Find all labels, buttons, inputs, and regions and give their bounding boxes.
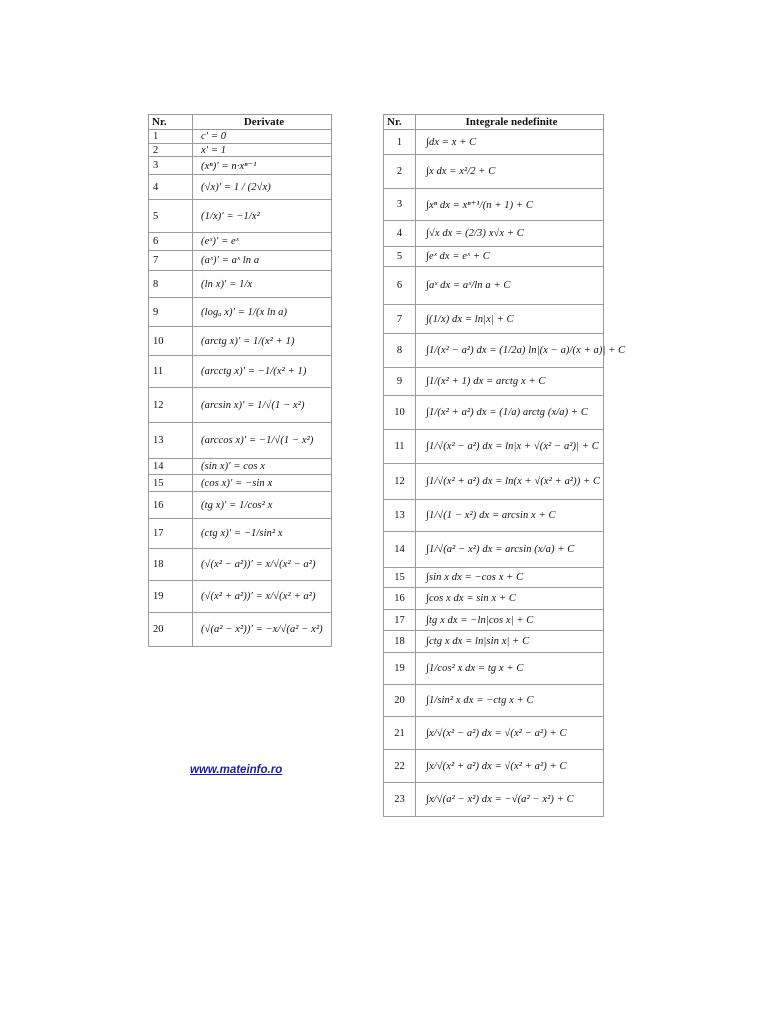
integral-row-number: 23 xyxy=(384,783,416,817)
derivative-formula: (ln x)′ = 1/x xyxy=(193,271,332,298)
integral-formula: ∫(1/x) dx = ln|x| + C xyxy=(416,305,604,334)
derivative-formula: (eˣ)′ = eˣ xyxy=(193,233,332,251)
integral-formula: ∫1/cos² x dx = tg x + C xyxy=(416,653,604,685)
derivative-formula: (arccos x)′ = −1/√(1 − x²) xyxy=(193,423,332,459)
integral-row xyxy=(384,610,604,631)
derivative-formula: (√(x² + a²))′ = x/√(x² + a²) xyxy=(193,581,332,613)
derivative-row xyxy=(149,298,332,327)
integral-row-number: 14 xyxy=(384,532,416,568)
integral-row xyxy=(384,685,604,717)
integral-row xyxy=(384,500,604,532)
derivative-row-number: 19 xyxy=(149,581,193,613)
integral-formula: ∫x/√(a² − x²) dx = −√(a² − x²) + C xyxy=(416,783,604,817)
integral-row-number: 6 xyxy=(384,267,416,305)
derivative-row-number: 11 xyxy=(149,356,193,388)
derivative-formula: (aˣ)′ = aˣ ln a xyxy=(193,251,332,271)
integral-row xyxy=(384,653,604,685)
derivative-row xyxy=(149,459,332,475)
derivative-formula: (√(a² − x²))′ = −x/√(a² − x²) xyxy=(193,613,332,647)
integral-row-number: 1 xyxy=(384,130,416,155)
derivative-row-number: 17 xyxy=(149,519,193,549)
derivatives-table xyxy=(148,114,332,647)
integral-row-number: 15 xyxy=(384,568,416,588)
derivative-formula: (√x)′ = 1 / (2√x) xyxy=(193,175,332,200)
derivative-row-number: 1 xyxy=(149,130,193,144)
integral-row xyxy=(384,130,604,155)
integrals-body xyxy=(384,130,626,817)
derivative-formula: (arcsin x)′ = 1/√(1 − x²) xyxy=(193,388,332,423)
derivative-formula: (tg x)′ = 1/cos² x xyxy=(193,492,332,519)
derivative-formula: (logₐ x)′ = 1/(x ln a) xyxy=(193,298,332,327)
integral-formula: ∫x/√(x² − a²) dx = √(x² − a²) + C xyxy=(416,717,604,750)
derivative-row xyxy=(149,423,332,459)
integral-row xyxy=(384,334,604,368)
integral-row-number: 10 xyxy=(384,396,416,430)
derivative-row-number: 13 xyxy=(149,423,193,459)
derivative-row xyxy=(149,356,332,388)
integral-row xyxy=(384,717,604,750)
derivative-formula: (xⁿ)′ = n·xⁿ⁻¹ xyxy=(193,157,332,175)
derivative-formula: (√(x² − a²))′ = x/√(x² − a²) xyxy=(193,549,332,581)
integral-row-number: 21 xyxy=(384,717,416,750)
integrals-table xyxy=(383,114,626,817)
integral-row xyxy=(384,631,604,653)
integral-formula: ∫aˣ dx = aˣ/ln a + C xyxy=(416,267,604,305)
derivative-row xyxy=(149,613,332,647)
derivative-row xyxy=(149,175,332,200)
integral-formula: ∫tg x dx = −ln|cos x| + C xyxy=(416,610,604,631)
integral-row xyxy=(384,189,604,221)
derivative-row-number: 5 xyxy=(149,200,193,233)
derivative-row-number: 20 xyxy=(149,613,193,647)
derivative-row xyxy=(149,519,332,549)
integral-formula: ∫ctg x dx = ln|sin x| + C xyxy=(416,631,604,653)
integral-row xyxy=(384,568,604,588)
integral-row-number: 18 xyxy=(384,631,416,653)
derivative-row-number: 2 xyxy=(149,144,193,157)
integral-row xyxy=(384,396,604,430)
integral-row xyxy=(384,532,604,568)
derivative-formula: (arctg x)′ = 1/(x² + 1) xyxy=(193,327,332,356)
derivatives-header-row xyxy=(149,115,332,130)
derivative-row-number: 14 xyxy=(149,459,193,475)
integral-formula: ∫x/√(x² + a²) dx = √(x² + a²) + C xyxy=(416,750,604,783)
integral-row xyxy=(384,305,604,334)
integral-formula: ∫1/√(x² − a²) dx = ln|x + √(x² − a²)| + C xyxy=(416,430,604,464)
integral-row xyxy=(384,750,604,783)
integral-formula: ∫xⁿ dx = xⁿ⁺¹/(n + 1) + C xyxy=(416,189,604,221)
derivative-row xyxy=(149,492,332,519)
integral-row xyxy=(384,368,604,396)
integral-row xyxy=(384,247,604,267)
derivative-row-number: 4 xyxy=(149,175,193,200)
derivative-row-number: 10 xyxy=(149,327,193,356)
integral-row-number: 22 xyxy=(384,750,416,783)
derivative-row xyxy=(149,475,332,492)
integral-formula: ∫√x dx = (2/3) x√x + C xyxy=(416,221,604,247)
derivative-formula: c′ = 0 xyxy=(193,130,332,144)
derivative-row xyxy=(149,157,332,175)
integral-formula: ∫dx = x + C xyxy=(416,130,604,155)
derivative-formula: (sin x)′ = cos x xyxy=(193,459,332,475)
integral-row-number: 4 xyxy=(384,221,416,247)
integral-row-number: 16 xyxy=(384,588,416,610)
integral-row xyxy=(384,783,604,817)
integral-row-number: 3 xyxy=(384,189,416,221)
integral-formula: ∫x dx = x²/2 + C xyxy=(416,155,604,189)
derivatives-header-nr: Nr. xyxy=(149,115,193,130)
derivative-row-number: 8 xyxy=(149,271,193,298)
integral-row-number: 12 xyxy=(384,464,416,500)
integral-row-number: 19 xyxy=(384,653,416,685)
derivative-formula: (cos x)′ = −sin x xyxy=(193,475,332,492)
integral-row-number: 2 xyxy=(384,155,416,189)
derivatives-body xyxy=(149,130,332,647)
derivative-row xyxy=(149,233,332,251)
integral-row-number: 13 xyxy=(384,500,416,532)
integral-row xyxy=(384,221,604,247)
derivative-row-number: 7 xyxy=(149,251,193,271)
integral-row xyxy=(384,588,604,610)
derivatives-header-title: Derivate xyxy=(193,115,332,130)
integral-formula: ∫eˣ dx = eˣ + C xyxy=(416,247,604,267)
derivative-formula: (arcctg x)′ = −1/(x² + 1) xyxy=(193,356,332,388)
derivative-row-number: 12 xyxy=(149,388,193,423)
integral-formula: ∫1/(x² + a²) dx = (1/a) arctg (x/a) + C xyxy=(416,396,604,430)
integral-row-number: 9 xyxy=(384,368,416,396)
derivative-row xyxy=(149,581,332,613)
derivative-row-number: 6 xyxy=(149,233,193,251)
integral-row xyxy=(384,155,604,189)
derivative-row-number: 18 xyxy=(149,549,193,581)
integral-formula: ∫sin x dx = −cos x + C xyxy=(416,568,604,588)
derivative-row xyxy=(149,327,332,356)
integral-row-number: 8 xyxy=(384,334,416,368)
integral-formula: ∫1/sin² x dx = −ctg x + C xyxy=(416,685,604,717)
derivative-row xyxy=(149,144,332,157)
derivative-row-number: 16 xyxy=(149,492,193,519)
derivative-row xyxy=(149,388,332,423)
integral-row-number: 20 xyxy=(384,685,416,717)
derivative-row xyxy=(149,549,332,581)
integral-formula: ∫1/√(x² + a²) dx = ln(x + √(x² + a²)) + C xyxy=(416,464,604,500)
derivative-formula: x′ = 1 xyxy=(193,144,332,157)
integral-row xyxy=(384,464,604,500)
integral-row-number: 5 xyxy=(384,247,416,267)
derivative-formula: (1/x)′ = −1/x² xyxy=(193,200,332,233)
integral-formula: ∫1/(x² + 1) dx = arctg x + C xyxy=(416,368,604,396)
integrals-header-title: Integrale nedefinite xyxy=(416,115,604,130)
derivative-row xyxy=(149,251,332,271)
derivative-row xyxy=(149,130,332,144)
mateinfo-link[interactable]: www.mateinfo.ro xyxy=(190,764,283,776)
integral-row xyxy=(384,267,604,305)
derivative-formula: (ctg x)′ = −1/sin² x xyxy=(193,519,332,549)
integral-formula: ∫cos x dx = sin x + C xyxy=(416,588,604,610)
integral-row-number: 7 xyxy=(384,305,416,334)
derivative-row-number: 9 xyxy=(149,298,193,327)
integral-formula: ∫1/(x² − a²) dx = (1/2a) ln|(x − a)/(x + a)| + C xyxy=(416,334,604,368)
derivative-row-number: 15 xyxy=(149,475,193,492)
integral-row-number: 11 xyxy=(384,430,416,464)
derivative-row-number: 3 xyxy=(149,157,193,175)
integral-formula: ∫1/√(1 − x²) dx = arcsin x + C xyxy=(416,500,604,532)
integral-formula: ∫1/√(a² − x²) dx = arcsin (x/a) + C xyxy=(416,532,604,568)
derivative-row xyxy=(149,271,332,298)
derivative-row xyxy=(149,200,332,233)
integrals-header-row xyxy=(384,115,604,130)
integral-row xyxy=(384,430,604,464)
integrals-header-nr: Nr. xyxy=(384,115,416,130)
integral-row-number: 17 xyxy=(384,610,416,631)
